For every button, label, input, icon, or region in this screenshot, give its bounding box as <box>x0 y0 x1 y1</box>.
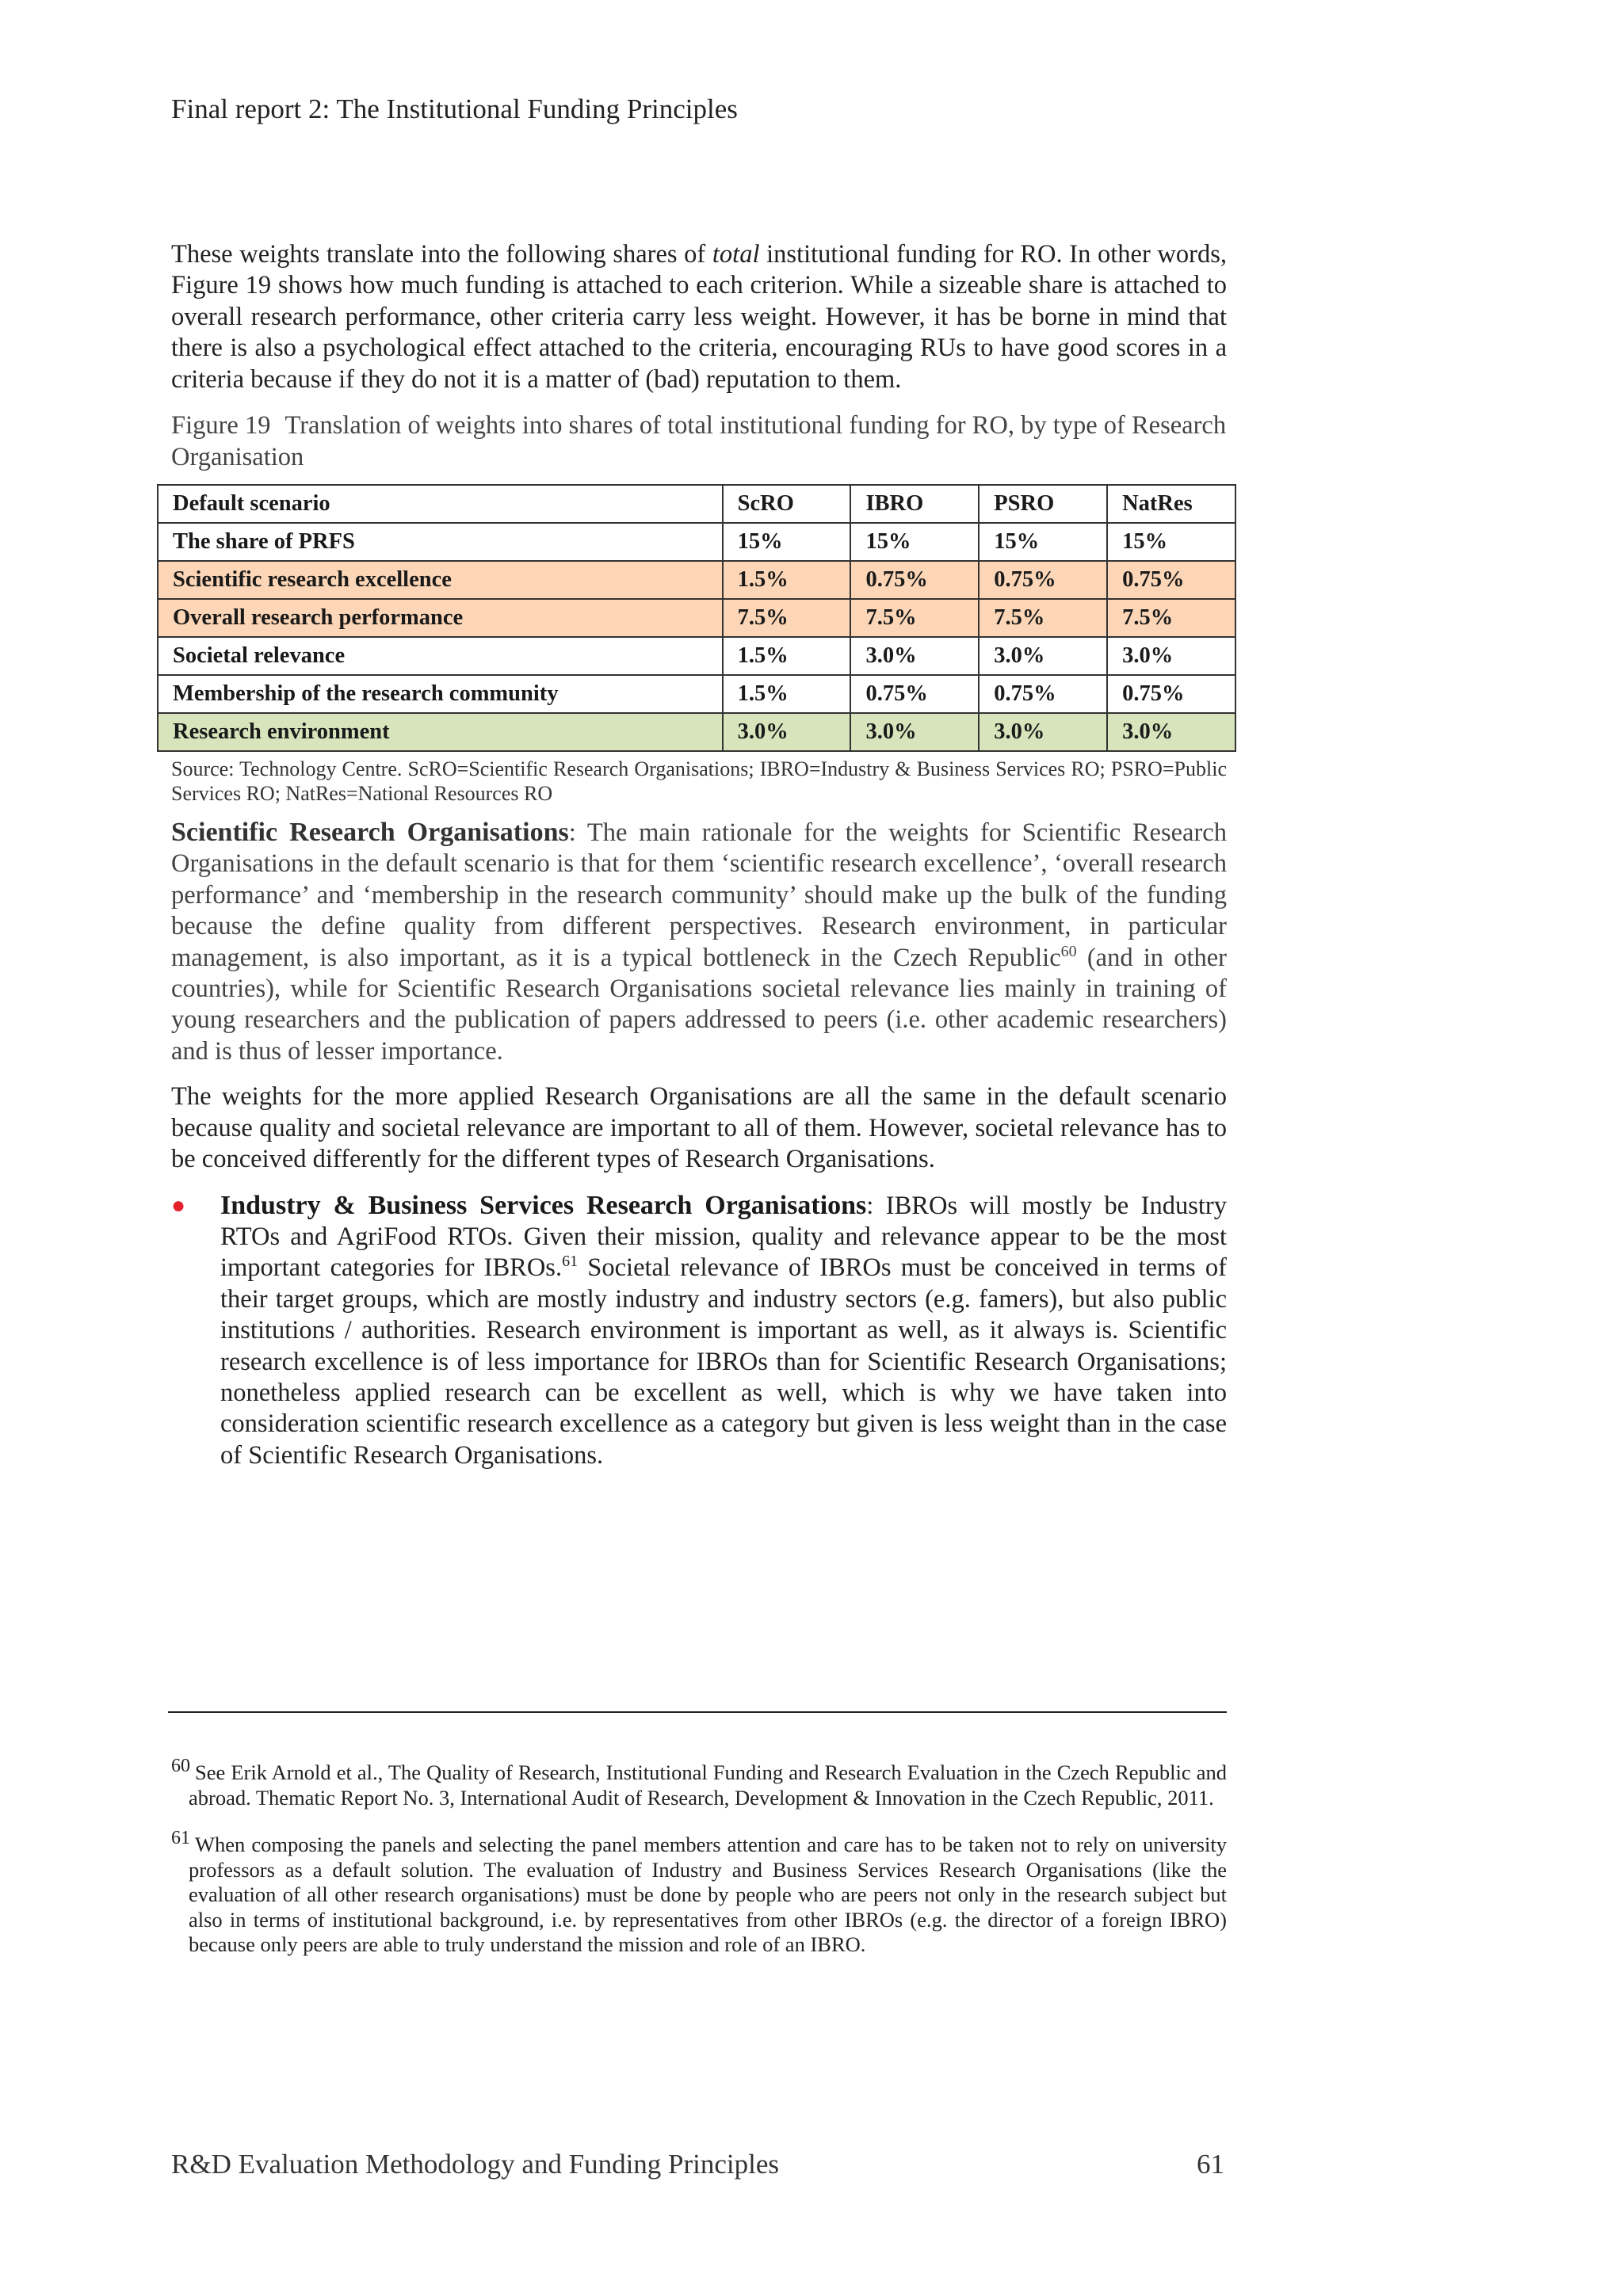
table-cell: 1.5% <box>723 675 851 713</box>
table-cell: 3.0% <box>979 713 1107 751</box>
table-cell: 7.5% <box>850 599 979 637</box>
running-header: Final report 2: The Institutional Funding Principles <box>171 93 738 124</box>
footnotes <box>171 1756 1227 1980</box>
row-label: Societal relevance <box>158 637 723 675</box>
row-label: Scientific research excellence <box>158 561 723 599</box>
table-cell: 3.0% <box>1107 637 1235 675</box>
emphasis-total: total <box>712 240 760 269</box>
figure-source: Source: Technology Centre. ScRO=Scientific Research Organisations; IBRO=Industry & Business Services RO; PSRO=Public Services RO; NatRes=National Resources RO <box>171 757 1227 806</box>
column-header: IBRO <box>850 485 979 523</box>
intro-paragraph: These weights translate into the following shares of total institutional funding for RO. In other words, Figure 19 shows how much funding is attached to each criterion. While a sizeable share is attached to overall research performance, other criteria carry less weight. However, it has be borne in mind that there is also a psychological effect attached to the criteria, encouraging RUs to have good scores in a criteria because if they do not it is a matter of (bad) reputation to them. <box>171 240 1227 394</box>
table-cell: 15% <box>1107 523 1235 561</box>
bullet-lead: Industry & Business Services Research Organisations <box>220 1190 867 1220</box>
footnote-number: 61 <box>171 1828 190 1849</box>
paragraph-lead: Scientific Research Organisations <box>171 818 569 848</box>
table-cell: 1.5% <box>723 637 851 675</box>
table-row <box>158 675 1235 713</box>
running-footer: R&D Evaluation Methodology and Funding Principles <box>171 2149 780 2180</box>
row-label: Research environment <box>158 713 723 751</box>
weights-table <box>157 484 1236 752</box>
figure-number: Figure 19 <box>171 411 271 441</box>
footnote-number: 60 <box>171 1756 190 1777</box>
main-content <box>171 239 1227 1471</box>
table-cell: 3.0% <box>1107 713 1235 751</box>
table-row <box>158 637 1235 675</box>
row-label: Membership of the research community <box>158 675 723 713</box>
table-cell: 7.5% <box>723 599 851 637</box>
table-cell: 15% <box>723 523 851 561</box>
table-row <box>158 523 1235 561</box>
table-header-row <box>158 485 1235 523</box>
footnote <box>171 1828 1227 1958</box>
scro-paragraph: Scientific Research Organisations: The main rationale for the weights for Scientific Research Organisations in the default scenario is that for them ‘scientific research excellence’, ‘overall research performance’ and ‘membership in the research community’ should make up the bulk of the funding because the define quality from different perspectives. Research environment, in particular management, is also important, as it is a typical bottleneck in the Czech Republic$^{60}$ (and in other countries), while for Scientific Research Organisations societal relevance lies mainly in training of young researchers and the publication of papers addressed to peers (i.e. other academic researchers) and is thus of lesser importance. <box>171 818 1227 1066</box>
table-cell: 0.75% <box>1107 675 1235 713</box>
figure-caption-text: Translation of weights into shares of total institutional funding for RO, by type of Research Organisation <box>171 411 1227 472</box>
footnote-text: See Erik Arnold et al., The Quality of Research, Institutional Funding and Research Evaluation in the Czech Republic and abroad. Thematic Report No. 3, International Audit of Research, Development & Innovation in the Czech Republic, 2011. <box>189 1760 1227 1810</box>
column-header: PSRO <box>979 485 1107 523</box>
row-label: Overall research performance <box>158 599 723 637</box>
table-cell: 15% <box>850 523 979 561</box>
table-row <box>158 599 1235 637</box>
row-label: The share of PRFS <box>158 523 723 561</box>
table-cell: 3.0% <box>850 637 979 675</box>
column-header: Default scenario <box>158 485 723 523</box>
table-cell: 15% <box>979 523 1107 561</box>
table-cell: 7.5% <box>1107 599 1235 637</box>
bullet-icon: ● <box>171 1192 186 1219</box>
column-header: ScRO <box>723 485 851 523</box>
figure-caption <box>171 410 1227 473</box>
table-cell: 0.75% <box>850 561 979 599</box>
page-number: 61 <box>1197 2149 1224 2180</box>
footnote <box>171 1756 1227 1810</box>
table-cell: 3.0% <box>723 713 851 751</box>
table-row <box>158 561 1235 599</box>
table-cell: 0.75% <box>1107 561 1235 599</box>
table-cell: 0.75% <box>979 675 1107 713</box>
bullet-paragraph: Industry & Business Services Research Organisations: IBROs will mostly be Industry RTOs and AgriFood RTOs. Given their mission, quality and relevance appear to be the most important categories for IBROs.$^{61}$ Societal relevance of IBROs must be conceived in terms of their target groups, which are mostly industry and industry sectors (e.g. famers), but also public institutions / authorities. Research environment is important as well, as it always is. Scientific research excellence is of less importance for IBROs than for Scientific Research Organisations; nonetheless applied research can be excellent as well, which is why we have taken into consideration scientific research excellence as a category but given is less weight than in the case of Scientific Research Organisations. <box>220 1190 1227 1470</box>
footnote-text: When composing the panels and selecting the panel members attention and care has to be taken not to rely on university professors as a default solution. The evaluation of Industry and Business Services Research Organisations (like the evaluation of all other research organisations) must be done by people who are peers not only in the research subject but also in terms of institutional background, i.e. by representatives from other IBROs (e.g. the director of a foreign IBRO) because only peers are able to truly understand the mission and role of an IBRO. <box>189 1833 1227 1956</box>
table-cell: 3.0% <box>979 637 1107 675</box>
table-cell: 3.0% <box>850 713 979 751</box>
bullet-item <box>171 1190 1227 1472</box>
footnote-divider <box>168 1711 1227 1713</box>
table-cell: 1.5% <box>723 561 851 599</box>
table-row <box>158 713 1235 751</box>
column-header: NatRes <box>1107 485 1235 523</box>
footnote-ref[interactable]: 60 <box>1060 942 1077 960</box>
footnote-ref[interactable]: 61 <box>562 1253 579 1271</box>
applied-ro-paragraph: The weights for the more applied Research Organisations are all the same in the default scenario because quality and societal relevance are important to all of them. However, societal relevance has to be conceived differently for the different types of Research Organisations. <box>171 1082 1227 1174</box>
table-cell: 7.5% <box>979 599 1107 637</box>
table-cell: 0.75% <box>979 561 1107 599</box>
table-cell: 0.75% <box>850 675 979 713</box>
